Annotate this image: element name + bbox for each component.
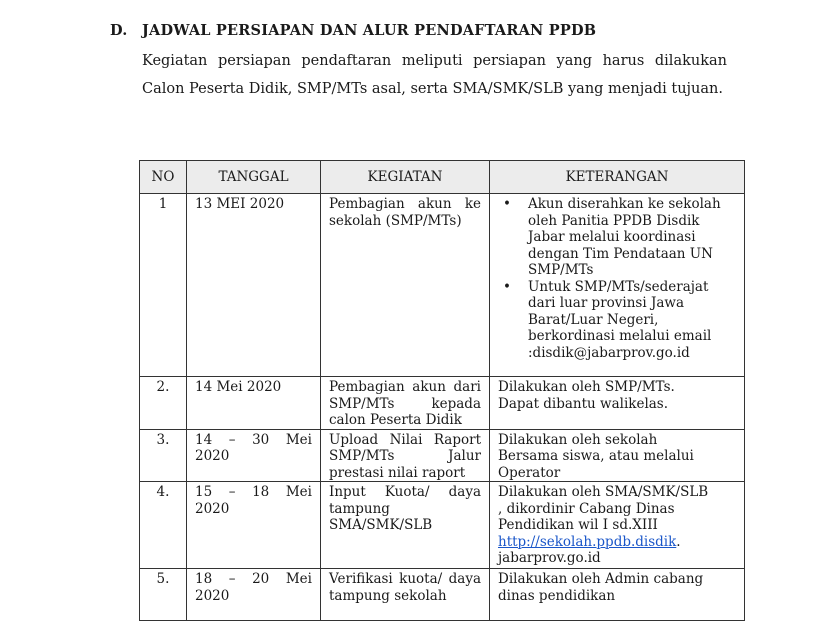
row-keterangan — [490, 194, 745, 377]
row-tanggal: 18 – 20 Mei 2020 — [187, 569, 321, 621]
header-kegiatan: KEGIATAN — [321, 161, 490, 194]
intro-paragraph: Kegiatan persiapan pendaftaran meliputi persiapan yang harus dilakukan Calon Peserta Didik, SMP/MTs asal, serta SMA/SMK/SLB yang menjadi tujuan. — [142, 53, 727, 97]
row-no: 3. — [140, 429, 187, 482]
row-kegiatan: Pembagian akun ke sekolah (SMP/MTs) — [321, 194, 490, 377]
keterangan-line: , dikordinir Cabang Dinas — [498, 500, 675, 517]
row-kegiatan: Upload Nilai Raport SMP/MTs Jalur prestasi nilai raport — [321, 429, 490, 482]
table-row — [140, 429, 745, 482]
keterangan-line: Dilakukan oleh sekolah — [498, 431, 658, 448]
header-keterangan: KETERANGAN — [490, 161, 745, 194]
header-tanggal: TANGGAL — [187, 161, 321, 194]
keterangan-line: Dilakukan oleh SMA/SMK/SLB — [498, 484, 709, 500]
row-keterangan — [490, 429, 745, 482]
keterangan-line: Operator — [498, 464, 561, 481]
row-no: 2. — [140, 377, 187, 430]
row-no: 1 — [140, 194, 187, 377]
table-row — [140, 194, 745, 377]
keterangan-bullet: • Akun diserahkan ke sekolah oleh Panitia PPDB Disdik Jabar melalui koordinasi dengan Tim Pendataan UN SMP/MTs — [528, 196, 736, 279]
row-keterangan — [490, 569, 745, 621]
keterangan-line: dinas pendidikan — [498, 587, 616, 604]
keterangan-bullet-list — [498, 196, 736, 361]
table-row — [140, 377, 745, 430]
schedule-table — [139, 160, 745, 621]
row-tanggal: 15 – 18 Mei 2020 — [187, 482, 321, 569]
row-keterangan — [490, 482, 745, 569]
row-tanggal: 13 MEI 2020 — [187, 194, 321, 377]
keterangan-line: Dilakukan oleh Admin cabang — [498, 571, 704, 587]
row-keterangan — [490, 377, 745, 430]
row-no: 4. — [140, 482, 187, 569]
section-heading — [110, 22, 596, 39]
row-kegiatan: Verifikasi kuota/ daya tampung sekolah — [321, 569, 490, 621]
row-kegiatan: Pembagian akun dari SMP/MTs kepada calon Peserta Didik — [321, 377, 490, 430]
section-letter: D. — [110, 22, 128, 39]
row-tanggal: 14 – 30 Mei 2020 — [187, 429, 321, 482]
section-title: JADWAL PERSIAPAN DAN ALUR PENDAFTARAN PPDB — [142, 22, 597, 39]
keterangan-line: Pendidikan wil I sd.XIII — [498, 517, 658, 533]
keterangan-line: Bersama siswa, atau melalui — [498, 448, 694, 464]
keterangan-line: Dilakukan oleh SMP/MTs. — [498, 379, 675, 395]
table-header-row — [140, 161, 745, 194]
header-no: NO — [140, 161, 187, 194]
table-row — [140, 569, 745, 621]
link-tail: . — [676, 533, 681, 550]
row-tanggal: 14 Mei 2020 — [187, 377, 321, 430]
keterangan-bullet: • Untuk SMP/MTs/sederajat dari luar provinsi Jawa Barat/Luar Negeri, berkordinasi melalui email :disdik@jabarprov.go.id — [528, 279, 736, 362]
keterangan-line: Dapat dibantu walikelas. — [498, 395, 669, 412]
keterangan-line: jabarprov.go.id — [498, 550, 601, 566]
row-no: 5. — [140, 569, 187, 621]
keterangan-link-line — [498, 534, 736, 551]
row-kegiatan: Input Kuota/ daya tampung SMA/SMK/SLB — [321, 482, 490, 569]
table-row — [140, 482, 745, 569]
ppdb-link[interactable]: http://sekolah.ppdb.disdik — [498, 533, 677, 550]
